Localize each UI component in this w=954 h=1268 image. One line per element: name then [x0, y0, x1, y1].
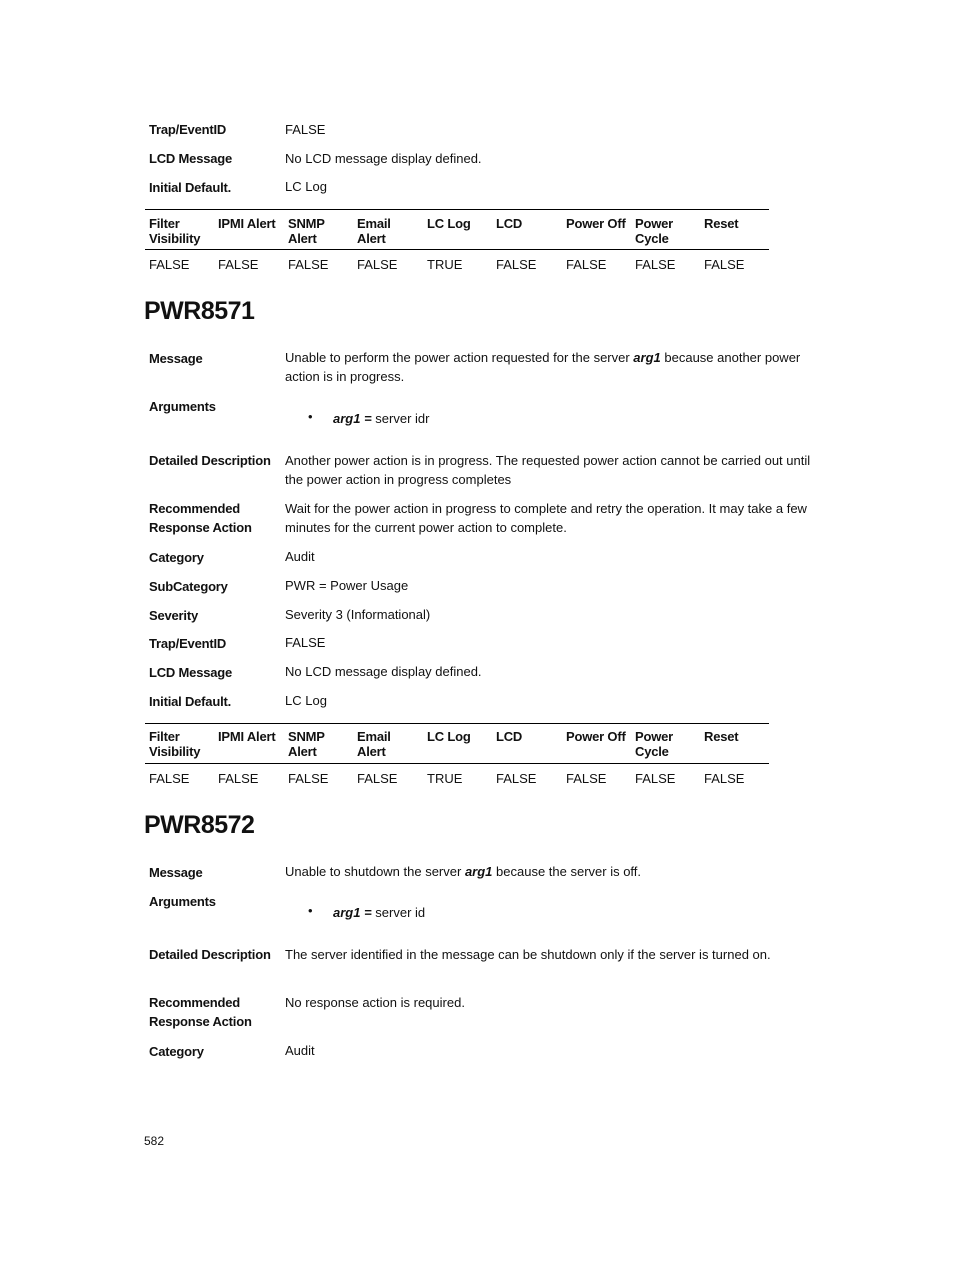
- initial-default-value: LC Log: [285, 179, 327, 194]
- detailed-description-value: The server identified in the message can be shutdown only if the server is turned on.: [285, 947, 771, 962]
- lcd-message-label: LCD Message: [149, 665, 233, 680]
- notification-table-pwr8571: [145, 723, 769, 793]
- table-header: SNMP Alert: [288, 729, 325, 759]
- argument-item: [333, 409, 429, 428]
- message-arg: arg1: [464, 864, 493, 879]
- subcategory-label: SubCategory: [149, 579, 228, 594]
- subcategory-value: PWR = Power Usage: [285, 578, 409, 593]
- lcd-message-value: No LCD message display defined.: [285, 664, 482, 679]
- table-header: Email Alert: [357, 216, 391, 246]
- detailed-description-value: Another power action is in progress. The requested power action cannot be carried out until the power action in progress completes: [285, 453, 811, 487]
- category-value: Audit: [285, 549, 315, 564]
- initial-default-label: Initial Default.: [149, 694, 232, 709]
- table-cell: FALSE: [218, 771, 259, 786]
- bullet-icon: •: [308, 409, 313, 424]
- argument-item: [333, 903, 425, 922]
- page-number: 582: [144, 1134, 165, 1148]
- argument-name: arg1 =: [333, 411, 372, 426]
- detailed-description-label: Detailed Description: [149, 947, 271, 962]
- table-cell: FALSE: [218, 257, 259, 272]
- message-value: Unable to shutdown the server arg1 because the server is off.: [285, 864, 642, 879]
- recommended-action-label: Recommended Response Action: [149, 995, 252, 1029]
- argument-desc: server idr: [375, 411, 430, 426]
- table-header: IPMI Alert: [218, 729, 276, 744]
- detailed-description-label: Detailed Description: [149, 453, 271, 468]
- table-header: Power Cycle: [635, 216, 674, 246]
- table-cell: FALSE: [566, 257, 607, 272]
- table-cell: FALSE: [704, 771, 745, 786]
- table-header: IPMI Alert: [218, 216, 276, 231]
- argument-name: arg1 =: [333, 905, 372, 920]
- table-header: Power Cycle: [635, 729, 674, 759]
- recommended-action-value: No response action is required.: [285, 995, 465, 1010]
- table-cell: FALSE: [635, 257, 676, 272]
- severity-label: Severity: [149, 608, 198, 623]
- table-header: LCD: [496, 729, 523, 744]
- message-arg: arg1: [633, 350, 661, 365]
- table-cell: FALSE: [566, 771, 607, 786]
- section-heading-pwr8571: PWR8571: [144, 297, 255, 325]
- message-label: Message: [149, 865, 203, 880]
- initial-default-value: LC Log: [285, 693, 327, 708]
- table-cell: FALSE: [288, 771, 329, 786]
- recommended-action-label: Recommended Response Action: [149, 501, 252, 535]
- recommended-action-value: Wait for the power action in progress to complete and retry the operation. It may take a few minutes for the current power action to complete.: [285, 501, 807, 535]
- table-header: LC Log: [427, 729, 471, 744]
- table-header: LC Log: [427, 216, 471, 231]
- section-heading-pwr8572: PWR8572: [144, 811, 255, 839]
- table-header: Filter Visibility: [149, 729, 201, 759]
- arguments-label: Arguments: [149, 399, 216, 414]
- table-cell: FALSE: [704, 257, 745, 272]
- table-cell: FALSE: [149, 771, 190, 786]
- trap-eventid-label: Trap/EventID: [149, 122, 227, 137]
- category-value: Audit: [285, 1043, 315, 1058]
- table-cell: FALSE: [357, 771, 398, 786]
- table-cell: FALSE: [288, 257, 329, 272]
- table-header: Reset: [704, 729, 739, 744]
- severity-value: Severity 3 (Informational): [285, 607, 431, 622]
- table-cell: TRUE: [427, 257, 463, 272]
- message-value: Unable to perform the power action requested for the server arg1 because another power action is in progress.: [285, 350, 801, 384]
- arguments-label: Arguments: [149, 894, 216, 909]
- message-label: Message: [149, 351, 203, 366]
- table-cell: FALSE: [635, 771, 676, 786]
- table-header: Email Alert: [357, 729, 391, 759]
- table-header: SNMP Alert: [288, 216, 325, 246]
- table-header: Reset: [704, 216, 739, 231]
- table-cell: FALSE: [496, 257, 537, 272]
- trap-eventid-value: FALSE: [285, 122, 326, 137]
- table-header: Power Off: [566, 729, 626, 744]
- table-header: Filter Visibility: [149, 216, 201, 246]
- initial-default-label: Initial Default.: [149, 180, 232, 195]
- table-cell: FALSE: [496, 771, 537, 786]
- table-cell: TRUE: [427, 771, 463, 786]
- table-header: LCD: [496, 216, 523, 231]
- trap-eventid-value: FALSE: [285, 635, 326, 650]
- lcd-message-value: No LCD message display defined.: [285, 151, 482, 166]
- notification-table-top: [145, 209, 769, 279]
- category-label: Category: [149, 550, 204, 565]
- table-cell: FALSE: [357, 257, 398, 272]
- table-header: Power Off: [566, 216, 626, 231]
- lcd-message-label: LCD Message: [149, 151, 233, 166]
- category-label: Category: [149, 1044, 204, 1059]
- argument-desc: server id: [375, 905, 426, 920]
- trap-eventid-label: Trap/EventID: [149, 636, 227, 651]
- table-cell: FALSE: [149, 257, 190, 272]
- bullet-icon: •: [308, 903, 313, 918]
